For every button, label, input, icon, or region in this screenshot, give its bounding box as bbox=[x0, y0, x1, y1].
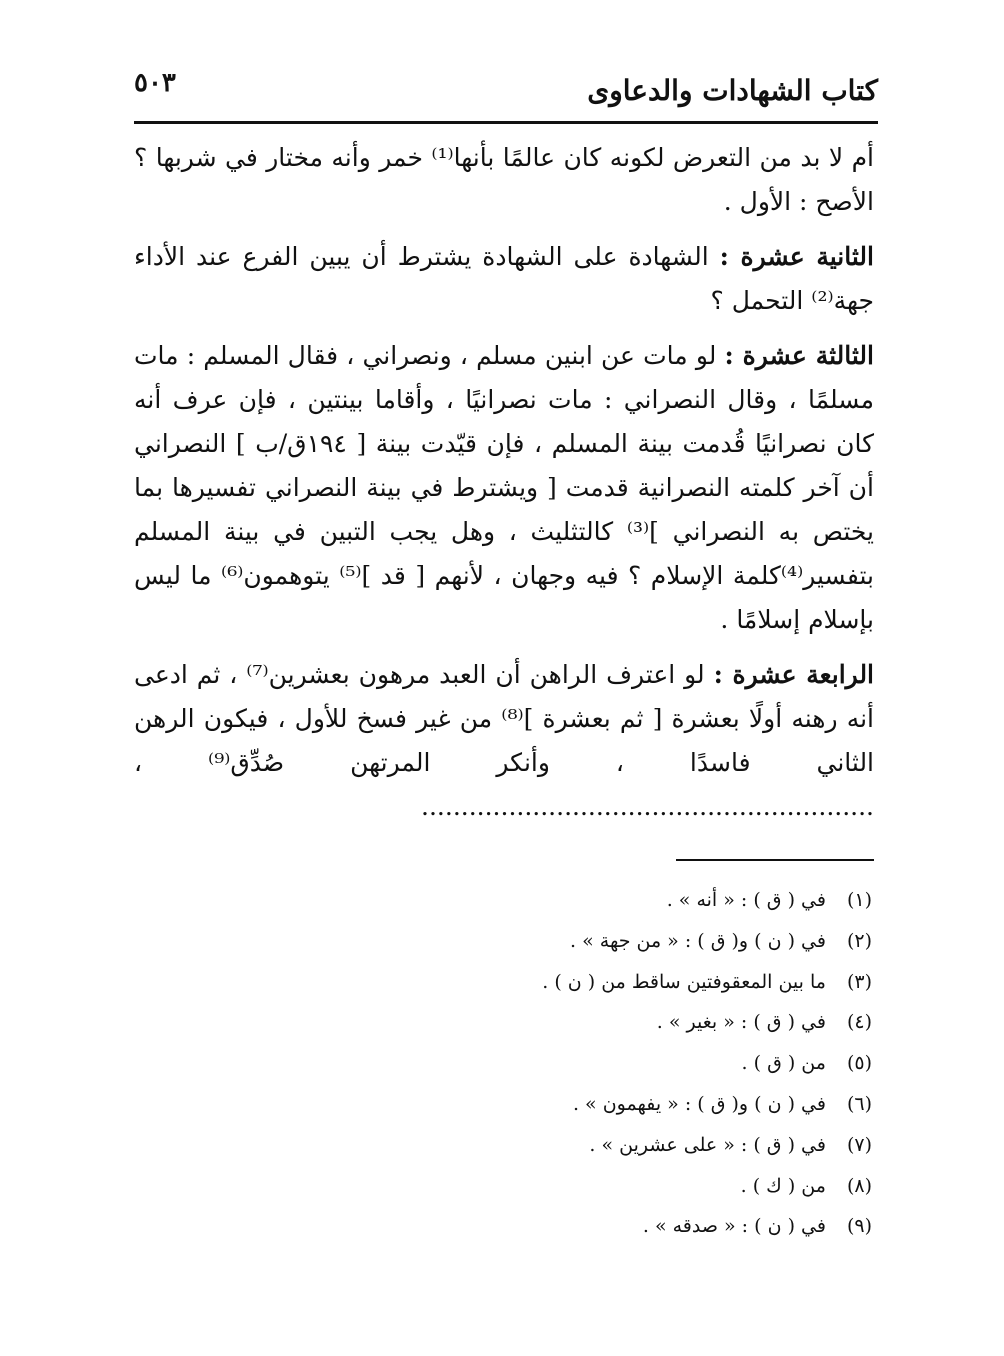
main-text bbox=[134, 136, 874, 840]
footnote-8 bbox=[134, 1166, 872, 1207]
paragraph-3 bbox=[134, 334, 874, 642]
paragraph-text: لو مات عن ابنين مسلم ، ونصراني ، فقال المسلم : مات مسلمًا ، وقال النصراني : مات نصرانيًا ، وأقاما بينتين ، فإن عرف أنه كان نصرانيًا قُدمت بينة المسلم ، فإن قيّدت بينة [ ١٩٤ق/ب ] النصراني أن آخر كلمته النصرانية قدمت [ ويشترط في بينة النصراني تفسيرها بما يختص به النصراني ]⁽³⁾ كالتثليث ، وهل يجب التبين في بينة المسلم بتفسير⁽⁴⁾كلمة الإسلام ؟ فيه وجهان ، لأنهم [ قد ]⁽⁵⁾ يتوهمون⁽⁶⁾ ما ليس بإسلام إسلامًا . bbox=[134, 341, 875, 634]
footnote-3 bbox=[134, 962, 872, 1003]
footnote-separator bbox=[676, 859, 874, 861]
paragraph-2 bbox=[134, 235, 874, 323]
paragraph-1 bbox=[134, 136, 874, 224]
paragraph-lead: الثانية عشرة : bbox=[719, 242, 874, 271]
footnote-9 bbox=[134, 1206, 872, 1247]
footnote-text: في ( ن ) و( ق ) : « يفهمون » . bbox=[572, 1092, 826, 1115]
paragraph-text: لو اعترف الراهن أن العبد مرهون بعشرين⁽⁷⁾ ، ثم ادعى أنه رهنه أولًا بعشرة [ ثم بعشرة ]⁽⁸⁾ من غير فسخ للأول ، فيكون الرهن الثاني فاسدًا ، وأنكر المرتهن صُدِّق⁽⁹⁾ ، ......................................................... bbox=[134, 660, 875, 821]
paragraph-4 bbox=[134, 653, 874, 829]
footnote-text: في ( ق ) : « بغير » . bbox=[656, 1011, 826, 1034]
paragraph-text: الشهادة على الشهادة يشترط أن يبين الفرع عند الأداء جهة⁽²⁾ التحمل ؟ bbox=[134, 242, 874, 315]
footnote-1 bbox=[134, 880, 872, 921]
paragraph-lead: الثالثة عشرة : bbox=[724, 341, 874, 370]
footnote-4 bbox=[134, 1002, 872, 1043]
footnote-number: (٢) bbox=[846, 929, 872, 952]
footnote-number: (٩) bbox=[846, 1215, 872, 1238]
paragraph-lead: الرابعة عشرة : bbox=[713, 660, 875, 689]
footnote-5 bbox=[134, 1043, 872, 1084]
header-rule bbox=[134, 121, 878, 124]
footnote-text: من ( ق ) . bbox=[741, 1052, 826, 1075]
footnote-number: (٥) bbox=[846, 1052, 872, 1075]
footnote-6 bbox=[134, 1084, 872, 1125]
footnote-number: (١) bbox=[846, 889, 872, 911]
footnote-text: ما بين المعقوفتين ساقط من ( ن ) . bbox=[542, 970, 826, 993]
footnote-number: (٣) bbox=[846, 970, 872, 993]
footnote-number: (٤) bbox=[846, 1011, 872, 1034]
footnote-2 bbox=[134, 921, 872, 962]
footnote-number: (٨) bbox=[846, 1174, 872, 1197]
footnote-number: (٦) bbox=[846, 1092, 872, 1115]
footnote-text: في ( ق ) : « أنه » . bbox=[666, 889, 826, 911]
footnote-number: (٧) bbox=[846, 1133, 872, 1156]
footnote-text: في ( ق ) : « على عشرين » . bbox=[589, 1133, 826, 1156]
footnotes-list bbox=[134, 880, 872, 1247]
page-number: ٥٠٣ bbox=[134, 68, 176, 98]
footnote-text: في ( ن ) : « صدقه » . bbox=[642, 1215, 826, 1238]
paragraph-text: أم لا بد من التعرض لكونه كان عالمًا بأنها⁽¹⁾ خمر وأنه مختار في شربها ؟ الأصح : الأول . bbox=[134, 143, 875, 216]
running-title: كتاب الشهادات والدعاوى bbox=[587, 74, 878, 107]
footnote-text: من ( ك ) . bbox=[740, 1174, 826, 1197]
footnote-7 bbox=[134, 1125, 872, 1166]
page-header bbox=[134, 68, 878, 120]
footnote-text: في ( ن ) و( ق ) : « من جهة » . bbox=[570, 929, 826, 952]
